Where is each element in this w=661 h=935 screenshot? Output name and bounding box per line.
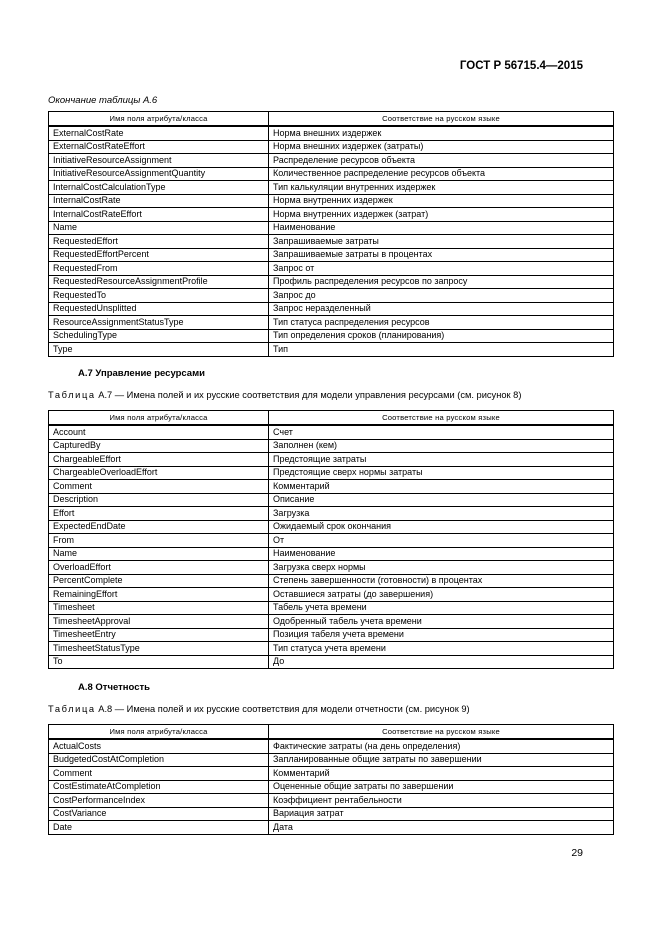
- field-name-cell: ActualCosts: [49, 739, 269, 753]
- table-row: [49, 208, 614, 222]
- russian-equivalent-cell: Описание: [269, 493, 614, 507]
- table-row: [49, 534, 614, 548]
- page-number: 29: [571, 847, 583, 859]
- field-name-cell: SchedulingType: [49, 329, 269, 343]
- table-a6-end: [48, 111, 614, 357]
- table-a8-body: [49, 739, 614, 834]
- table-row: [49, 262, 614, 276]
- field-name-cell: InternalCostCalculationType: [49, 181, 269, 195]
- field-name-cell: RequestedFrom: [49, 262, 269, 276]
- russian-equivalent-cell: Распределение ресурсов объекта: [269, 154, 614, 168]
- field-name-cell: ExternalCostRateEffort: [49, 140, 269, 154]
- field-name-cell: Comment: [49, 480, 269, 494]
- table-a7: [48, 410, 614, 669]
- russian-equivalent-cell: Дата: [269, 821, 614, 835]
- table-row: [49, 439, 614, 453]
- field-name-cell: OverloadEffort: [49, 561, 269, 575]
- table-row: [49, 507, 614, 521]
- field-name-cell: Account: [49, 425, 269, 439]
- table-row: [49, 739, 614, 753]
- table-row: [49, 425, 614, 439]
- russian-equivalent-cell: Комментарий: [269, 767, 614, 781]
- field-name-cell: RequestedUnsplitted: [49, 302, 269, 316]
- table-a8: [48, 724, 614, 835]
- caption-text: А.8 — Имена полей и их русские соответствия для модели отчетности (см. рисунок 9): [98, 704, 470, 714]
- russian-equivalent-cell: Тип статуса учета времени: [269, 642, 614, 656]
- column-header-russian: Соответствие на русском языке: [269, 112, 614, 127]
- caption-label: Таблица: [48, 390, 96, 400]
- russian-equivalent-cell: Запланированные общие затраты по завершении: [269, 753, 614, 767]
- table-row: [49, 520, 614, 534]
- table-row: [49, 302, 614, 316]
- field-name-cell: RequestedEffort: [49, 235, 269, 249]
- table-row: [49, 167, 614, 181]
- table-row: [49, 235, 614, 249]
- field-name-cell: BudgetedCostAtCompletion: [49, 753, 269, 767]
- russian-equivalent-cell: Тип определения сроков (планирования): [269, 329, 614, 343]
- russian-equivalent-cell: Норма внешних издержек (затраты): [269, 140, 614, 154]
- russian-equivalent-cell: Одобренный табель учета времени: [269, 615, 614, 629]
- field-name-cell: Description: [49, 493, 269, 507]
- column-header-field-name: Имя поля атрибута/класса: [49, 411, 269, 426]
- table-row: [49, 601, 614, 615]
- table-row: [49, 329, 614, 343]
- table-row: [49, 615, 614, 629]
- table-caption-a7: [48, 390, 521, 400]
- table-row: [49, 289, 614, 303]
- field-name-cell: TimesheetStatusType: [49, 642, 269, 656]
- russian-equivalent-cell: Тип: [269, 343, 614, 357]
- field-name-cell: RequestedResourceAssignmentProfile: [49, 275, 269, 289]
- field-name-cell: ExpectedEndDate: [49, 520, 269, 534]
- table-row: [49, 574, 614, 588]
- table-row: [49, 780, 614, 794]
- table-row: [49, 140, 614, 154]
- russian-equivalent-cell: Норма внутренних издержек: [269, 194, 614, 208]
- russian-equivalent-cell: Запрашиваемые затраты в процентах: [269, 248, 614, 262]
- russian-equivalent-cell: Тип калькуляции внутренних издержек: [269, 181, 614, 195]
- caption-label: Таблица: [48, 704, 96, 714]
- field-name-cell: CostEstimateAtCompletion: [49, 780, 269, 794]
- field-name-cell: ChargeableEffort: [49, 453, 269, 467]
- russian-equivalent-cell: Профиль распределения ресурсов по запросу: [269, 275, 614, 289]
- russian-equivalent-cell: Степень завершенности (готовности) в процентах: [269, 574, 614, 588]
- field-name-cell: ChargeableOverloadEffort: [49, 466, 269, 480]
- field-name-cell: From: [49, 534, 269, 548]
- russian-equivalent-cell: Норма внешних издержек: [269, 126, 614, 140]
- table-row: [49, 221, 614, 235]
- column-header-field-name: Имя поля атрибута/класса: [49, 112, 269, 127]
- field-name-cell: TimesheetEntry: [49, 628, 269, 642]
- table-row: [49, 588, 614, 602]
- field-name-cell: InternalCostRateEffort: [49, 208, 269, 222]
- field-name-cell: Timesheet: [49, 601, 269, 615]
- russian-equivalent-cell: Коэффициент рентабельности: [269, 794, 614, 808]
- field-name-cell: CapturedBy: [49, 439, 269, 453]
- field-name-cell: Type: [49, 343, 269, 357]
- column-header-russian: Соответствие на русском языке: [269, 411, 614, 426]
- russian-equivalent-cell: Позиция табеля учета времени: [269, 628, 614, 642]
- table-row: [49, 194, 614, 208]
- russian-equivalent-cell: Запрашиваемые затраты: [269, 235, 614, 249]
- table-row: [49, 275, 614, 289]
- russian-equivalent-cell: Количественное распределение ресурсов объекта: [269, 167, 614, 181]
- russian-equivalent-cell: Запрос до: [269, 289, 614, 303]
- field-name-cell: RequestedTo: [49, 289, 269, 303]
- russian-equivalent-cell: От: [269, 534, 614, 548]
- table-row: [49, 807, 614, 821]
- field-name-cell: CostVariance: [49, 807, 269, 821]
- field-name-cell: Date: [49, 821, 269, 835]
- table-row: [49, 561, 614, 575]
- russian-equivalent-cell: Тип статуса распределения ресурсов: [269, 316, 614, 330]
- russian-equivalent-cell: Вариация затрат: [269, 807, 614, 821]
- document-id: ГОСТ Р 56715.4—2015: [459, 60, 583, 72]
- russian-equivalent-cell: Норма внутренних издержек (затрат): [269, 208, 614, 222]
- table-row: [49, 628, 614, 642]
- field-name-cell: TimesheetApproval: [49, 615, 269, 629]
- field-name-cell: ResourceAssignmentStatusType: [49, 316, 269, 330]
- table-a6-body: [49, 126, 614, 356]
- section-title-a8: А.8 Отчетность: [78, 682, 150, 693]
- table-row: [49, 154, 614, 168]
- section-title-a7: А.7 Управление ресурсами: [78, 368, 205, 379]
- table-row: [49, 655, 614, 669]
- table-row: [49, 821, 614, 835]
- table-row: [49, 480, 614, 494]
- field-name-cell: InternalCostRate: [49, 194, 269, 208]
- table-a7-body: [49, 425, 614, 669]
- field-name-cell: CostPerformanceIndex: [49, 794, 269, 808]
- russian-equivalent-cell: Запрос от: [269, 262, 614, 276]
- table-row: [49, 343, 614, 357]
- russian-equivalent-cell: Наименование: [269, 221, 614, 235]
- column-header-russian: Соответствие на русском языке: [269, 725, 614, 740]
- table-row: [49, 493, 614, 507]
- column-header-field-name: Имя поля атрибута/класса: [49, 725, 269, 740]
- table-row: [49, 767, 614, 781]
- table-row: [49, 642, 614, 656]
- field-name-cell: InitiativeResourceAssignment: [49, 154, 269, 168]
- russian-equivalent-cell: Табель учета времени: [269, 601, 614, 615]
- russian-equivalent-cell: Оцененные общие затраты по завершении: [269, 780, 614, 794]
- field-name-cell: PercentComplete: [49, 574, 269, 588]
- field-name-cell: Comment: [49, 767, 269, 781]
- table-caption-a8: [48, 704, 470, 714]
- table-row: [49, 248, 614, 262]
- table-row: [49, 547, 614, 561]
- table-row: [49, 181, 614, 195]
- field-name-cell: RequestedEffortPercent: [49, 248, 269, 262]
- field-name-cell: RemainingEffort: [49, 588, 269, 602]
- russian-equivalent-cell: Ожидаемый срок окончания: [269, 520, 614, 534]
- russian-equivalent-cell: Счет: [269, 425, 614, 439]
- russian-equivalent-cell: Предстоящие затраты: [269, 453, 614, 467]
- table-row: [49, 453, 614, 467]
- russian-equivalent-cell: Заполнен (кем): [269, 439, 614, 453]
- field-name-cell: Name: [49, 221, 269, 235]
- russian-equivalent-cell: До: [269, 655, 614, 669]
- table-row: [49, 794, 614, 808]
- table-row: [49, 753, 614, 767]
- table-row: [49, 466, 614, 480]
- field-name-cell: Name: [49, 547, 269, 561]
- russian-equivalent-cell: Загрузка сверх нормы: [269, 561, 614, 575]
- russian-equivalent-cell: Комментарий: [269, 480, 614, 494]
- table-row: [49, 316, 614, 330]
- russian-equivalent-cell: Загрузка: [269, 507, 614, 521]
- table-row: [49, 126, 614, 140]
- russian-equivalent-cell: Запрос неразделенный: [269, 302, 614, 316]
- field-name-cell: InitiativeResourceAssignmentQuantity: [49, 167, 269, 181]
- table-continuation-note: Окончание таблицы А.6: [48, 95, 158, 106]
- field-name-cell: Effort: [49, 507, 269, 521]
- field-name-cell: ExternalCostRate: [49, 126, 269, 140]
- russian-equivalent-cell: Наименование: [269, 547, 614, 561]
- russian-equivalent-cell: Предстоящие сверх нормы затраты: [269, 466, 614, 480]
- russian-equivalent-cell: Фактические затраты (на день определения): [269, 739, 614, 753]
- caption-text: А.7 — Имена полей и их русские соответствия для модели управления ресурсами (см. рисунок 8): [98, 390, 522, 400]
- field-name-cell: To: [49, 655, 269, 669]
- russian-equivalent-cell: Оставшиеся затраты (до завершения): [269, 588, 614, 602]
